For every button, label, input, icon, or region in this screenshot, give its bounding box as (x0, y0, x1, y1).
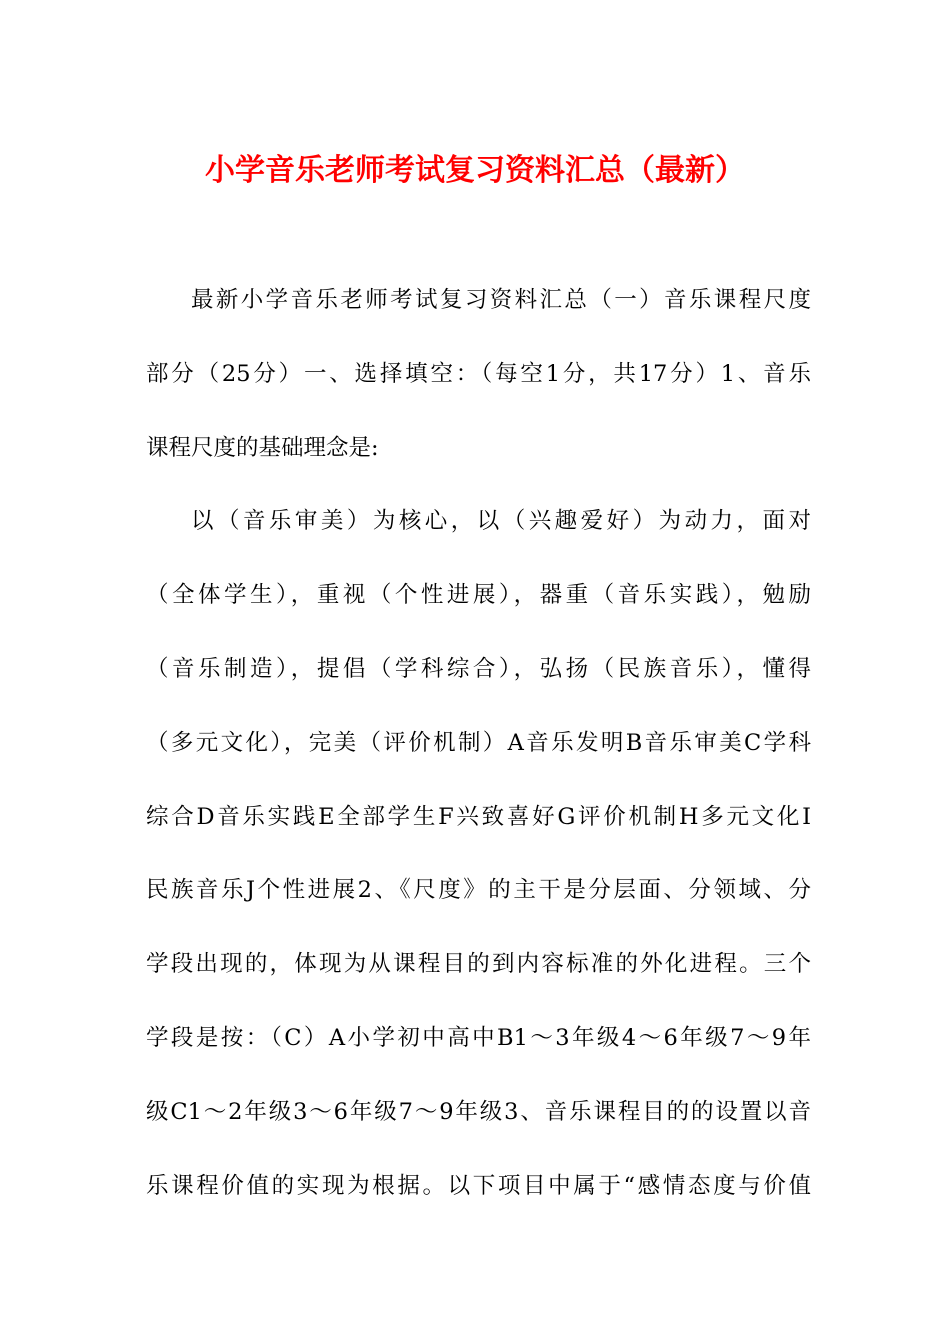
paragraph-line: 学段出现的，体现为从课程目的到内容标准的外化进程。三个 (146, 951, 811, 978)
document-body (146, 280, 811, 1239)
paragraph-line: 以（音乐审美）为核心，以（兴趣爱好）为动力，面对 (191, 508, 811, 535)
paragraph-line: 部分（25分）一、选择填空：（每空1分，共17分）1、音乐 (146, 360, 811, 387)
paragraph-line: 课程尺度的基础理念是: (146, 434, 379, 461)
paragraph-line: 综合D音乐实践E全部学生F兴致喜好G评价机制H多元文化I (146, 803, 811, 830)
paragraph-line: 级C1～2年级3～6年级7～9年级3、音乐课程目的的设置以音 (146, 1098, 811, 1125)
paragraph-line: 最新小学音乐老师考试复习资料汇总（一）音乐课程尺度 (191, 287, 811, 313)
paragraph-line: （全体学生），重视（个性进展），器重（音乐实践），勉励 (146, 582, 811, 609)
paragraph-line: 民族音乐J个性进展2、《尺度》的主干是分层面、分领域、分 (146, 877, 811, 904)
paragraph-line: 学段是按：（C）A小学初中高中B1～3年级4～6年级7～9年 (146, 1024, 811, 1051)
paragraph-line: （音乐制造），提倡（学科综合），弘扬（民族音乐），懂得 (146, 655, 811, 682)
document-title: 小学音乐老师考试复习资料汇总（最新） (205, 153, 745, 188)
paragraph-line: 乐课程价值的实现为根据。以下项目中属于“感情态度与价值 (146, 1172, 811, 1199)
paragraph-line: （多元文化），完美（评价机制）A音乐发明B音乐审美C学科 (146, 729, 811, 756)
